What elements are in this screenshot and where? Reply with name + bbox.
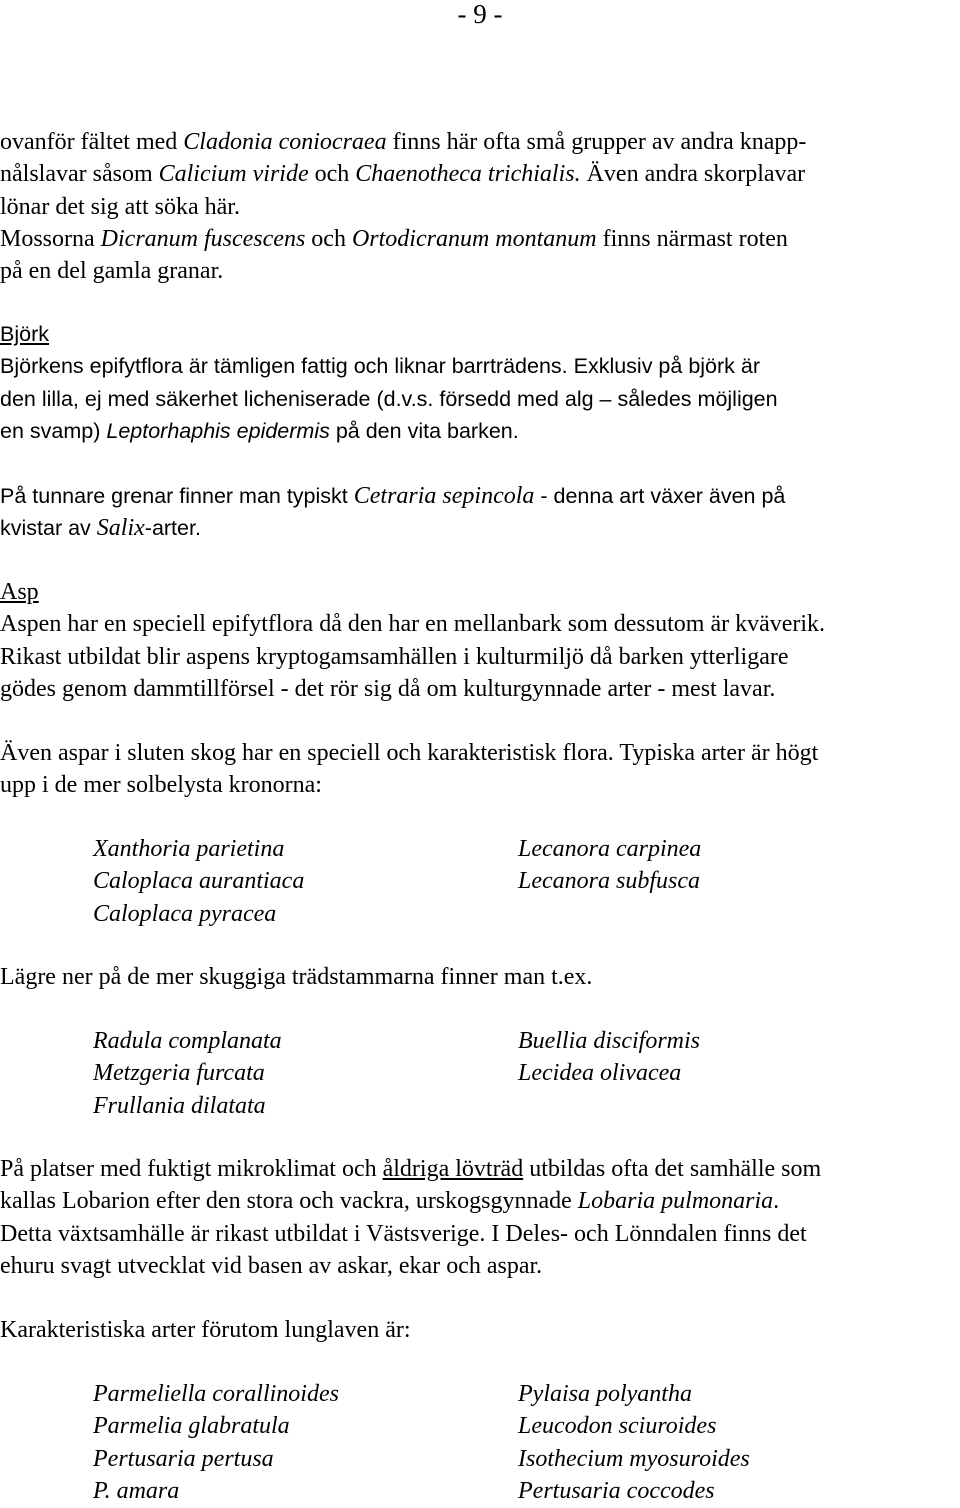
species-item: Pylaisa polyantha <box>518 1381 692 1407</box>
species-item: Isothecium myosuroides <box>518 1445 750 1472</box>
species-item: Lecanora subfusca <box>518 868 700 895</box>
species-item: Frullania dilatata <box>93 1092 266 1119</box>
species-item: Pertusaria coccodes <box>518 1478 715 1505</box>
species-item: Parmeliella corallinoides <box>93 1381 339 1407</box>
text-line: kallas Lobarion efter den stora och vackra, urskogsgynnade Lobaria pulmonaria. <box>0 1188 780 1215</box>
asp-crown-paragraph <box>0 737 960 802</box>
characteristic-species-text: Karakteristiska arter förutom lunglaven är: <box>0 1317 411 1343</box>
species-item: Pertusaria pertusa <box>93 1445 274 1472</box>
species-item: Metzgeria furcata <box>93 1060 265 1087</box>
text-line: På platser med fuktigt mikroklimat och åldriga lövträd utbildas ofta det samhälle som <box>0 1156 822 1182</box>
species-item: Lecidea olivacea <box>518 1060 682 1087</box>
text-line: Rikast utbildat blir aspens kryptogamsamhällen i kulturmiljö då barken ytterligare <box>0 643 789 670</box>
text-line: en svamp) Leptorhaphis epidermis på den vita barken. <box>0 419 519 444</box>
section-heading-bjork: Björk <box>0 322 49 346</box>
text-line: nålslavar såsom Calicium viride och Chaenotheca trichialis. Även andra skorplavar <box>0 161 806 188</box>
asp-section <box>0 576 960 706</box>
species-item: Lecanora carpinea <box>518 836 702 862</box>
bjork-branches-paragraph <box>0 480 960 545</box>
species-item: Buellia disciformis <box>518 1028 700 1054</box>
text-line: Mossorna Dicranum fuscescens och Ortodicranum montanum finns närmast roten <box>0 226 788 252</box>
lower-stems-text: Lägre ner på de mer skuggiga trädstammarna finner man t.ex. <box>0 964 593 990</box>
text-line: Björkens epifytflora är tämligen fattig och liknar barrträdens. Exklusiv på björk är <box>0 354 761 379</box>
text-line: Även aspar i sluten skog har en speciell och karakteristisk flora. Typiska arter är högt <box>0 740 819 766</box>
text-line: På tunnare grenar finner man typiskt Cetraria sepincola - denna art växer även på <box>0 483 786 509</box>
text-line: kvistar av Salix-arter. <box>0 515 201 542</box>
page-number: - 9 - <box>457 0 503 29</box>
species-item: Radula complanata <box>93 1028 282 1054</box>
bjork-section <box>0 318 960 448</box>
species-item: Parmelia glabratula <box>93 1413 290 1440</box>
text-line: Aspen har en speciell epifytflora då den har en mellanbark som dessutom är kväverik. <box>0 611 826 638</box>
text-line: gödes genom dammtillförsel - det rör sig då om kulturgynnade arter - mest lavar. <box>0 676 776 703</box>
species-list-2-left <box>93 1025 282 1122</box>
text-line: Detta växtsamhälle är rikast utbildat i Västsverige. I Deles- och Lönndalen finns det <box>0 1220 807 1247</box>
species-list-1-left <box>93 833 304 930</box>
species-list-3-right <box>518 1378 750 1508</box>
species-item: P. amara <box>93 1478 180 1505</box>
text-line: ovanför fältet med Cladonia coniocraea finns här ofta små grupper av andra knapp- <box>0 129 807 155</box>
text-line: den lilla, ej med säkerhet licheniserade (d.v.s. försedd med alg – således möjligen <box>0 386 778 411</box>
text-line: på en del gamla granar. <box>0 258 224 285</box>
section-heading-asp: Asp <box>0 579 39 605</box>
species-item: Leucodon sciuroides <box>518 1413 717 1440</box>
species-item: Caloplaca aurantiaca <box>93 868 305 895</box>
species-item: Xanthoria parietina <box>93 836 285 862</box>
species-list-1-right <box>518 833 701 898</box>
text-line: lönar det sig att söka här. <box>0 193 240 220</box>
text-line: ehuru svagt utvecklat vid basen av askar, ekar och aspar. <box>0 1253 543 1280</box>
intro-paragraph <box>0 126 960 223</box>
species-list-2-right <box>518 1025 700 1090</box>
species-item: Caloplaca pyracea <box>93 900 277 927</box>
lobarion-paragraph <box>0 1153 960 1283</box>
mosses-paragraph <box>0 223 960 288</box>
species-list-3-left <box>93 1378 339 1508</box>
text-line: upp i de mer solbelysta kronorna: <box>0 772 322 799</box>
